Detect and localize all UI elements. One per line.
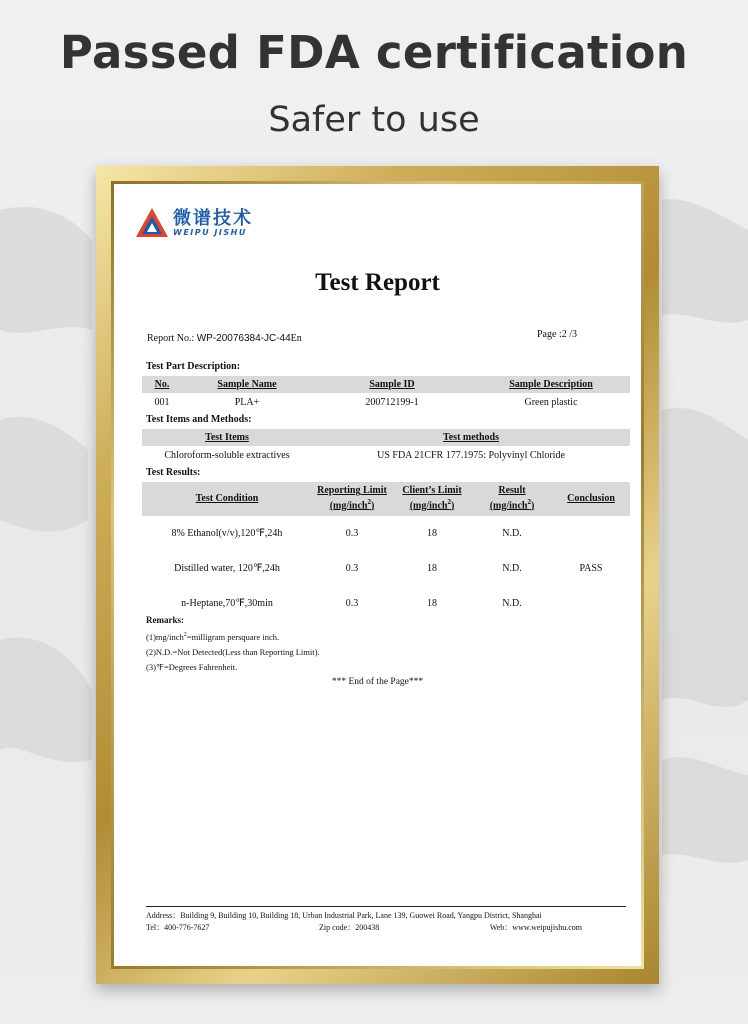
subline: Safer to use: [268, 100, 480, 140]
company-logo: [135, 207, 253, 239]
test-report-document: [114, 184, 641, 966]
header-conclusion: Conclusion: [552, 482, 630, 516]
remarks-title: Remarks:: [146, 615, 184, 625]
cell-reporting-limit: 0.3: [345, 563, 359, 574]
cell-reporting-limit: 0.3: [345, 598, 359, 609]
cell-condition: n-Heptane,70℉,30min: [181, 598, 273, 609]
cell-clients-limit: 18: [427, 563, 437, 574]
cell-test-method: US FDA 21CFR 177.1975: Polyvinyl Chloride: [377, 449, 565, 461]
table-row: [142, 446, 630, 464]
footer: [146, 910, 626, 934]
cell-sample-id: 200712199-1: [365, 396, 419, 408]
remark-1: (1)mg/inch$^2$=milligram persquare inch.: [146, 631, 280, 642]
cell-clients-limit: 18: [427, 598, 437, 609]
header-no: No.: [142, 376, 182, 393]
cell-result: N.D.: [502, 598, 522, 609]
cell-sample-name: PLA+: [234, 396, 260, 408]
header-clients-limit: Client’s Limit (mg/inch$^2$): [392, 482, 472, 516]
cell-clients-limit: 18: [427, 528, 437, 539]
cell-reporting-limit: 0.3: [345, 528, 359, 539]
end-of-page: *** End of the Page***: [331, 677, 424, 687]
footer-web: Web：www.weipujishu.com: [489, 923, 582, 932]
part-description-table: [142, 376, 630, 411]
cell-no: 001: [154, 396, 170, 408]
header-test-condition: Test Condition: [142, 482, 312, 516]
report-meta: [147, 329, 617, 344]
cell-sample-description: Green plastic: [524, 396, 578, 408]
remarks: [146, 613, 320, 675]
header-reporting-limit: Reporting Limit (mg/inch$^2$): [312, 482, 392, 516]
results-table: [142, 482, 630, 621]
report-no-value: WP-20076384-JC-44: [196, 333, 291, 344]
report-no-label: Report No.:: [147, 333, 195, 344]
footer-divider: [146, 906, 626, 907]
remark-2: (2)N.D.=Not Detected(Less than Reporting Limit).: [146, 646, 320, 657]
cell-condition: Distilled water, 120℉,24h: [174, 563, 280, 574]
table-row: [142, 516, 630, 551]
header-result: Result (mg/inch$^2$): [472, 482, 552, 516]
cell-result: N.D.: [502, 528, 522, 539]
header-test-items: Test Items: [142, 429, 312, 446]
logo-english-name: WEIPU JISHU: [173, 227, 247, 237]
footer-zip: Zip code：200438: [319, 923, 380, 932]
logo-chinese-name: 微谱技术: [173, 207, 253, 229]
report-no-suffix: En: [290, 333, 302, 344]
items-methods-table: [142, 429, 630, 464]
header-sample-name: Sample Name: [182, 376, 312, 393]
weipu-logo-icon: [135, 207, 169, 239]
gold-frame: [96, 166, 659, 984]
page-indicator: Page :2 /3: [537, 329, 577, 340]
cell-conclusion: PASS: [579, 563, 603, 574]
footer-address: Address：Building 9, Building 10, Building 18, Urban Industrial Park, Lane 139, Guowei Road, Yangpu District, Shanghai: [146, 911, 542, 920]
header-test-methods: Test methods: [312, 429, 630, 446]
header-sample-description: Sample Description: [472, 376, 630, 393]
report-title: Test Report: [315, 269, 440, 296]
table-row: [142, 393, 630, 411]
remark-3: (3)℉=Degrees Fahrenheit.: [146, 661, 238, 672]
frame-inner-bevel: [111, 181, 644, 969]
header-sample-id: Sample ID: [312, 376, 472, 393]
headline: Passed FDA certification: [59, 26, 689, 79]
cell-test-item: Chloroform-soluble extractives: [164, 449, 290, 461]
cell-condition: 8% Ethanol(v/v),120℉,24h: [171, 528, 283, 539]
results-heading: Test Results:: [146, 467, 201, 478]
part-description-heading: Test Part Description:: [146, 361, 241, 372]
footer-tel: Tel：400-776-7627: [146, 923, 210, 932]
items-methods-heading: Test Items and Methods:: [146, 414, 252, 425]
cell-result: N.D.: [502, 563, 522, 574]
